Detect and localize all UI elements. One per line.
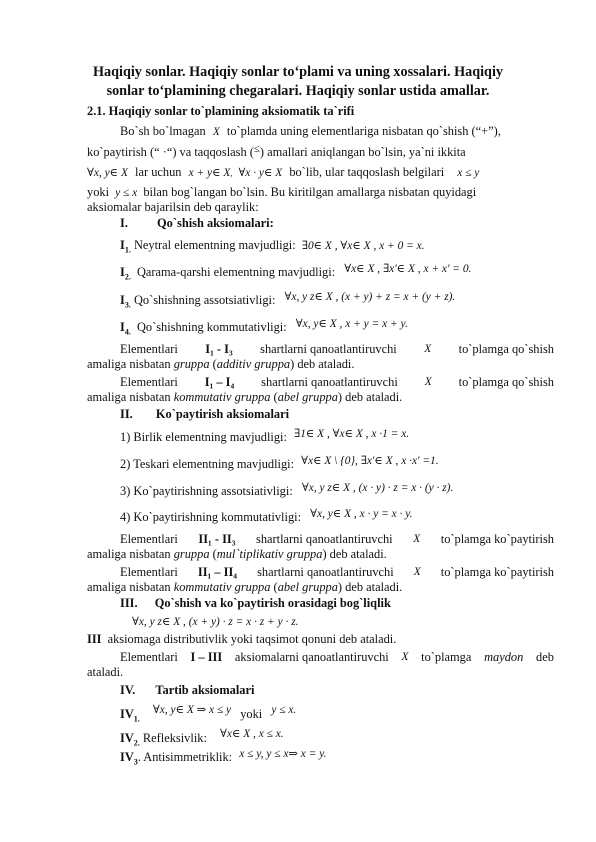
group-iii-para-1: III aksiomaga distributivlik yoki taqsimot qonuni deb ataladi. xyxy=(87,632,397,646)
axiom-ii4: 4) Ko`paytirishning kommutativligi: ∀x, y∈ X , x · y = x · y. xyxy=(120,508,413,524)
axiom-i3: $I_{3.}$ Qo`shishning assotsiativligi: ∀x, y z∈ X , (x + y) + z = x + (y + z). xyxy=(120,291,456,310)
axiom-i4: $I_{4.}$ Qo`shishning kommutativligi: ∀x, y∈ X , x + y = x + y. xyxy=(120,318,408,337)
group-ii-para-2-line-2: amaliga nisbatan kommutativ gruppa (abel gruppa) deb ataladi. xyxy=(87,580,403,594)
axiom-iv1: $IV_{1.}$ ∀x, y∈ X ⇒ x ≤ y yoki y ≤ x. xyxy=(120,704,297,724)
title-line-1: Haqiqiy sonlar. Haqiqiy sonlar to‘plami va uning xossalari. Haqiqiy xyxy=(93,64,503,80)
intro-line-5: aksiomalar bajarilsin deb qaraylik: xyxy=(87,200,259,214)
group-ii-para-1-line-1: Elementlari II₁ - II₃ shartlarni qanoatlantiruvchi X to`plamga ko`paytirish xyxy=(120,532,554,546)
group-i-para-1-line-1: Elementlari I₁ - I₃ shartlarni qanoatlantiruvchi X to`plamga qo`shish xyxy=(120,342,554,356)
group-iii-para-2-line-1: Elementlari I – III aksiomalarni qanoatlantiruvchi X to`plamga maydon deb xyxy=(120,650,554,664)
distributivity-formula: ∀x, y z∈ X , (x + y) · z = x · z + y · z. xyxy=(132,616,299,628)
axiom-iv3: $IV_3$. Antisimmetriklik: x ≤ y, y ≤ x⇒ x = y. xyxy=(120,748,327,767)
group-i-heading: I. Qo`shish aksiomalari: xyxy=(120,216,274,230)
axiom-i2: $I_{2.}$ Qarama-qarshi elementning mavjudligi: ∀x∈ X , ∃x′∈ X , x + x′ = 0. xyxy=(120,263,472,282)
group-iii-heading: III. Qo`shish va ko`paytirish orasidagi bog`liqlik xyxy=(120,596,391,610)
group-ii-heading: II. Ko`paytirish aksiomalari xyxy=(120,407,290,421)
group-iv-heading: IV. Tartib aksiomalari xyxy=(120,683,255,697)
group-i-para-2-line-2: amaliga nisbatan kommutativ gruppa (abel gruppa) deb ataladi. xyxy=(87,390,403,404)
axiom-ii2: 2) Teskari elementning mavjudligi: ∀x∈ X \ {0}, ∃x′∈ X , x ·x′ =1. xyxy=(120,455,439,471)
intro-line-1: Bo`sh bo`lmagan X to`plamda uning elementlariga nisbatan qo`shish (“+”), xyxy=(120,124,501,138)
group-ii-para-1-line-2: amaliga nisbatan gruppa (mul`tiplikativ gruppa) deb ataladi. xyxy=(87,547,387,561)
intro-line-3: ∀x, y∈ X lar uchun x + y∈ X, ∀x · y∈ X bo`lib, ular taqqoslash belgilari x ≤ y xyxy=(87,165,480,179)
group-i-para-2-line-1: Elementlari I₁ – I₄ shartlarni qanoatlantiruvchi X to`plamga qo`shish xyxy=(120,375,554,389)
axiom-i1: $I_{1.}$ Neytral elementning mavjudligi: ∃0∈ X , ∀x∈ X , x + 0 = x. xyxy=(120,238,425,255)
axiom-ii1: 1) Birlik elementning mavjudligi: ∃1∈ X , ∀x∈ X , x ·1 = x. xyxy=(120,428,410,444)
group-ii-para-2-line-1: Elementlari II₁ – II₄ shartlarni qanoatlantiruvchi X to`plamga ko`paytirish xyxy=(120,565,554,579)
intro-line-4: yoki y ≤ x bilan bog`langan bo`lsin. Bu kiritilgan amallarga nisbatan quyidagi xyxy=(87,185,477,199)
section-heading: 2.1. Haqiqiy sonlar to`plamining aksiomatik ta`rifi xyxy=(87,104,355,118)
axiom-ii3: 3) Ko`paytirishning assotsiativligi: ∀x, y z∈ X , (x · y) · z = x · (y · z). xyxy=(120,482,454,498)
intro-line-2: ko`paytirish (“ ·“) va taqqoslash (≤) amallari aniqlangan bo`lsin, ya`ni ikkita xyxy=(87,143,466,159)
group-iii-para-2-line-2: ataladi. xyxy=(87,665,124,679)
group-i-para-1-line-2: amaliga nisbatan gruppa (additiv gruppa) deb ataladi. xyxy=(87,357,355,371)
title-line-2: sonlar to‘plamining chegaralari. Haqiqiy sonlar ustida amallar. xyxy=(106,83,490,99)
axiom-iv2: $IV_{2.}$ Refleksivlik: ∀x∈ X , x ≤ x. xyxy=(120,728,284,748)
